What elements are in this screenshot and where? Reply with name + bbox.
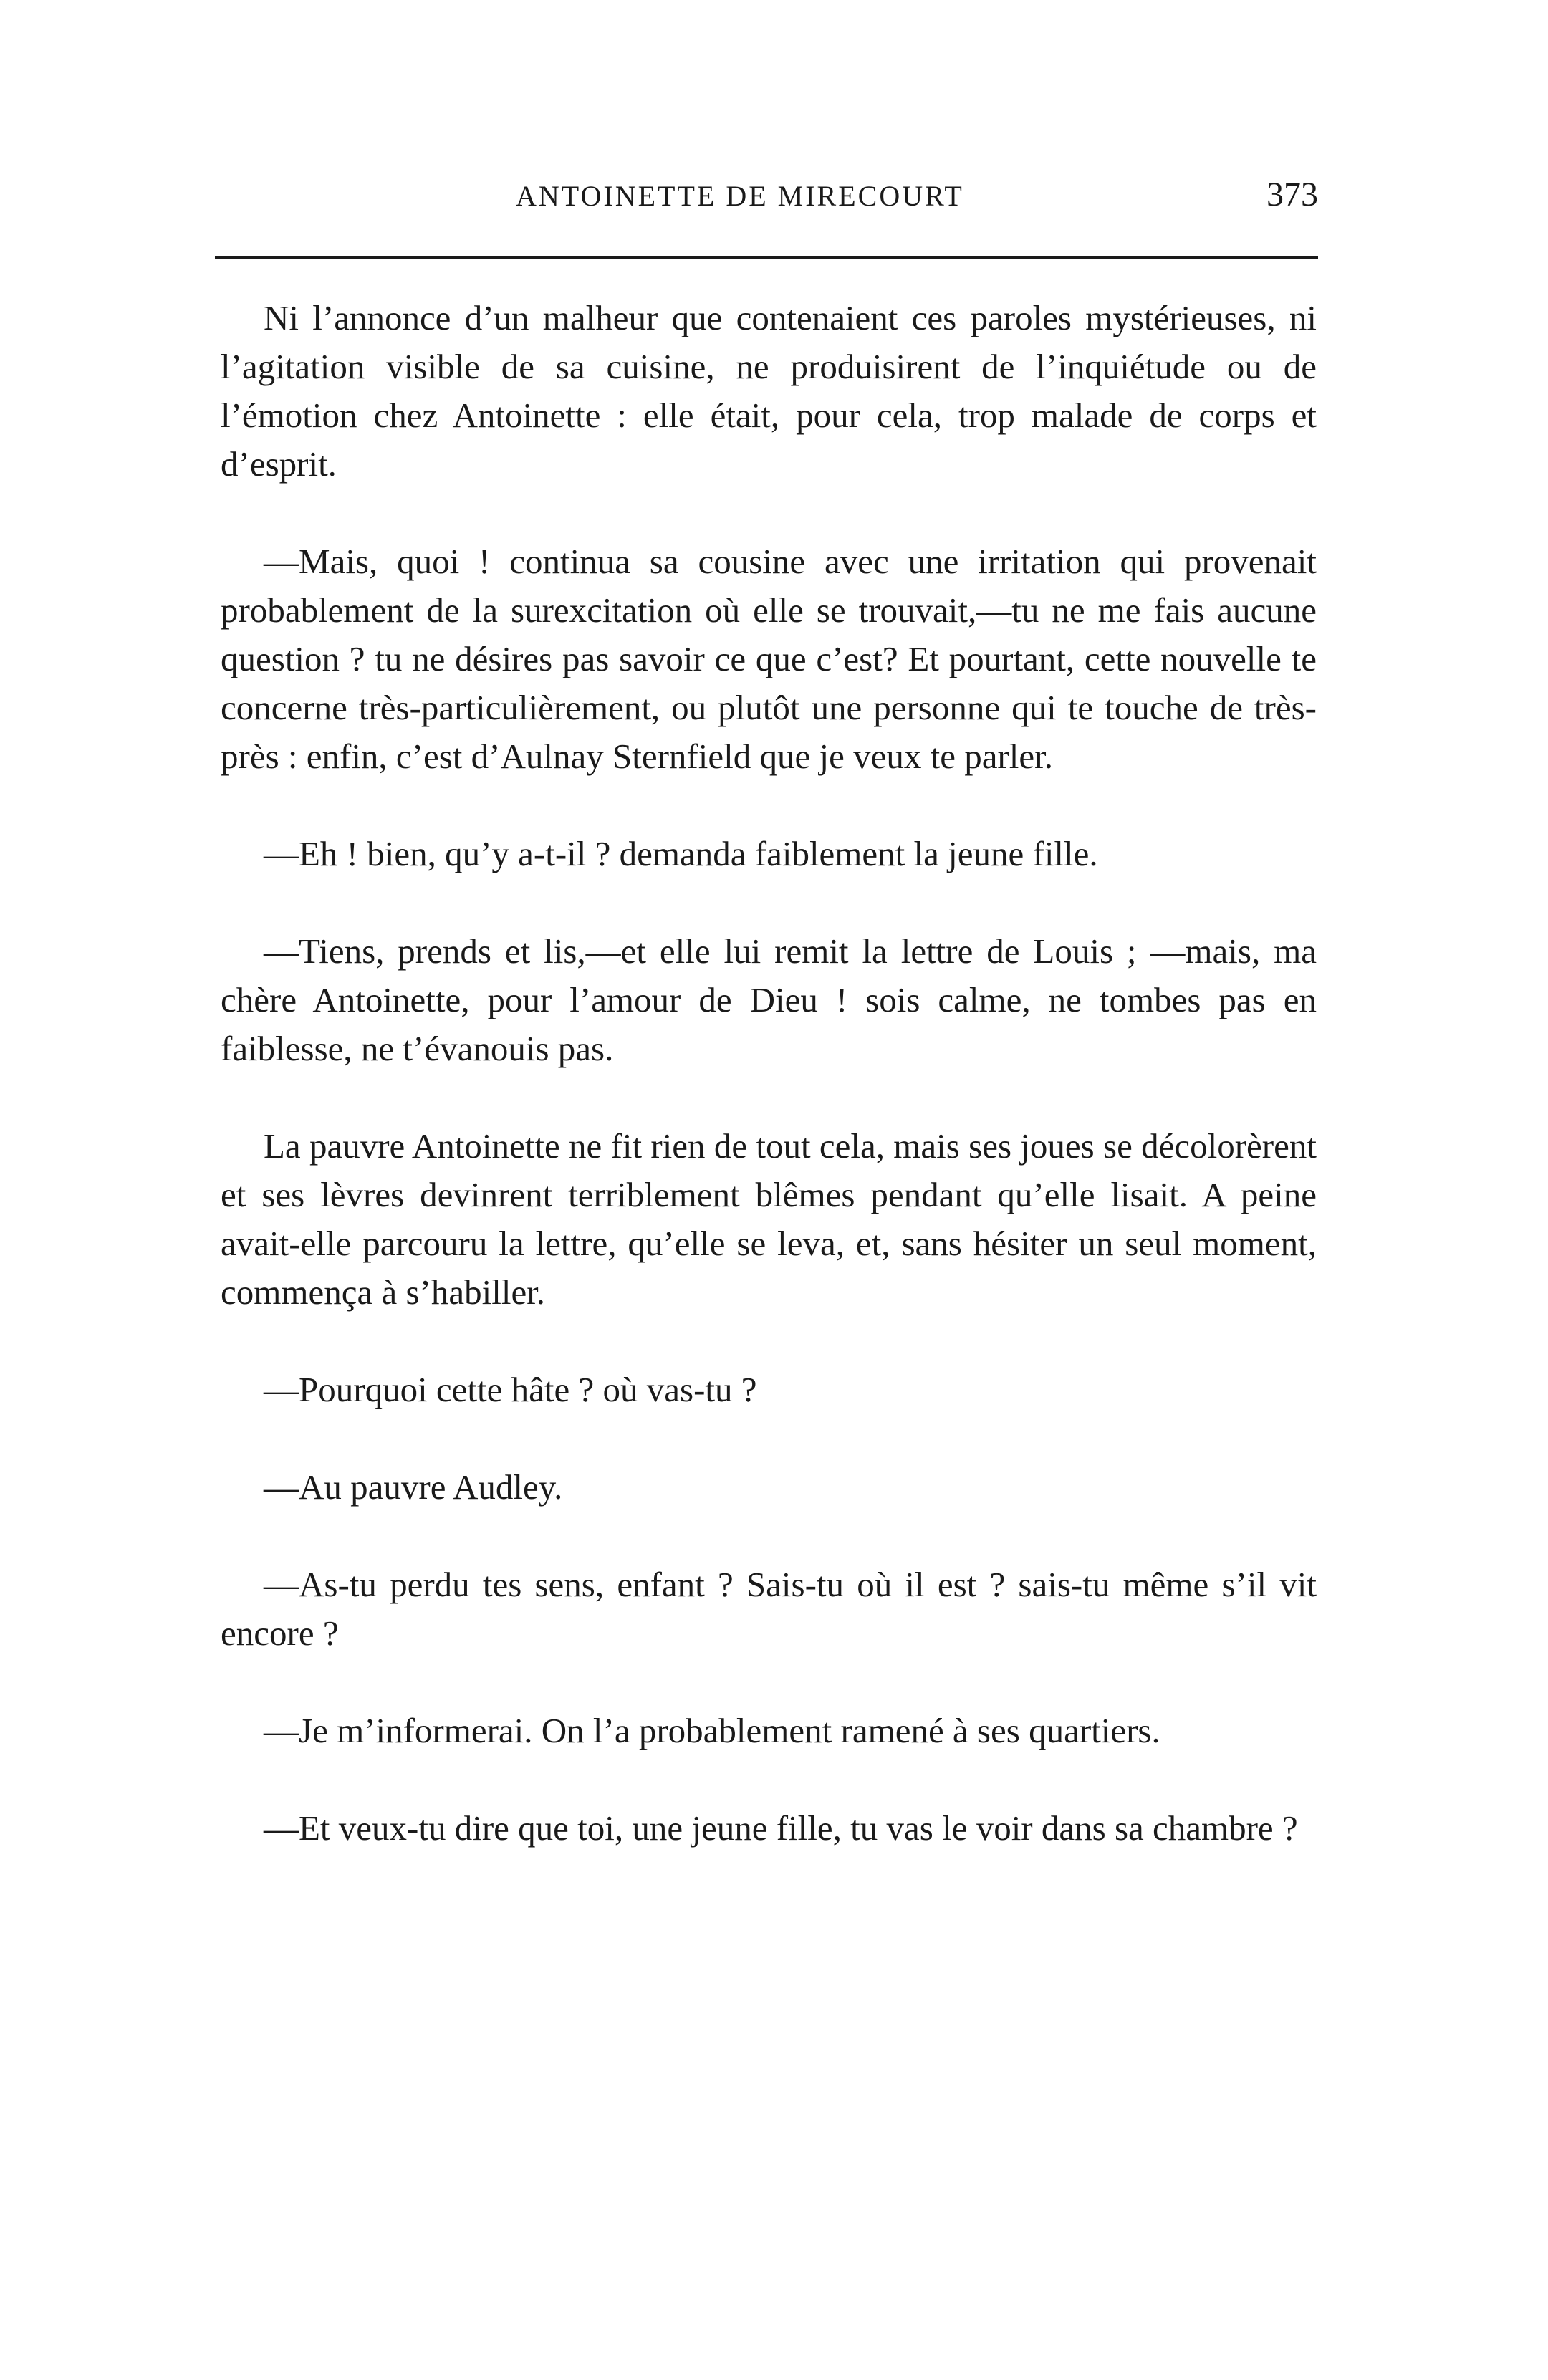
paragraph: —Pourquoi cette hâte ? où vas-tu ? [264,1370,757,1409]
running-title: ANTOINETTE DE MIRECOURT [516,180,964,212]
page-number: 373 [1266,176,1318,213]
running-head [215,176,1318,229]
body-text [221,294,1317,1901]
paragraph: —As-tu perdu tes sens, enfant ? Sais-tu où il est ? sais-tu même s’il vit encore ? [221,1565,1317,1653]
paragraph: —Mais, quoi ! continua sa cousine avec une irritation qui provenait probablement de la surexcitation où elle se trouvait,—tu ne me fais aucune question ? tu ne désires pas savoir ce que c’est? Et pourtant, cette nouvelle te concerne très-particulièrement, ou plutôt une personne qui te touche de très-près : enfin, c’est d’Aulnay Sternfield que je veux te parler. [221,542,1317,776]
paragraph: Ni l’annonce d’un malheur que contenaient ces paroles mystérieuses, ni l’agitation visible de sa cuisine, ne produisirent de l’inquiétude ou de l’émotion chez Antoinette : elle était, pour cela, trop malade de corps et d’esprit. [221,298,1317,484]
paragraph: —Et veux-tu dire que toi, une jeune fille, tu vas le voir dans sa chambre ? [264,1808,1298,1848]
paragraph: La pauvre Antoinette ne fit rien de tout cela, mais ses joues se décolorèrent et ses lèvres devinrent terriblement blêmes pendant qu’elle lisait. A peine avait-elle parcouru la lettre, qu’elle se leva, et, sans hésiter un seul moment, commença à s’habiller. [221,1126,1317,1312]
paragraph: —Tiens, prends et lis,—et elle lui remit la lettre de Louis ; —mais, ma chère Antoinette, pour l’amour de Dieu ! sois calme, ne tombes pas en faiblesse, ne t’évanouis pas. [221,931,1317,1068]
header-rule [215,256,1318,259]
paragraph: —Au pauvre Audley. [264,1467,563,1507]
paragraph: —Eh ! bien, qu’y a-t-il ? demanda faiblement la jeune fille. [264,834,1098,873]
paragraph: —Je m’informerai. On l’a probablement ramené à ses quartiers. [264,1711,1160,1750]
